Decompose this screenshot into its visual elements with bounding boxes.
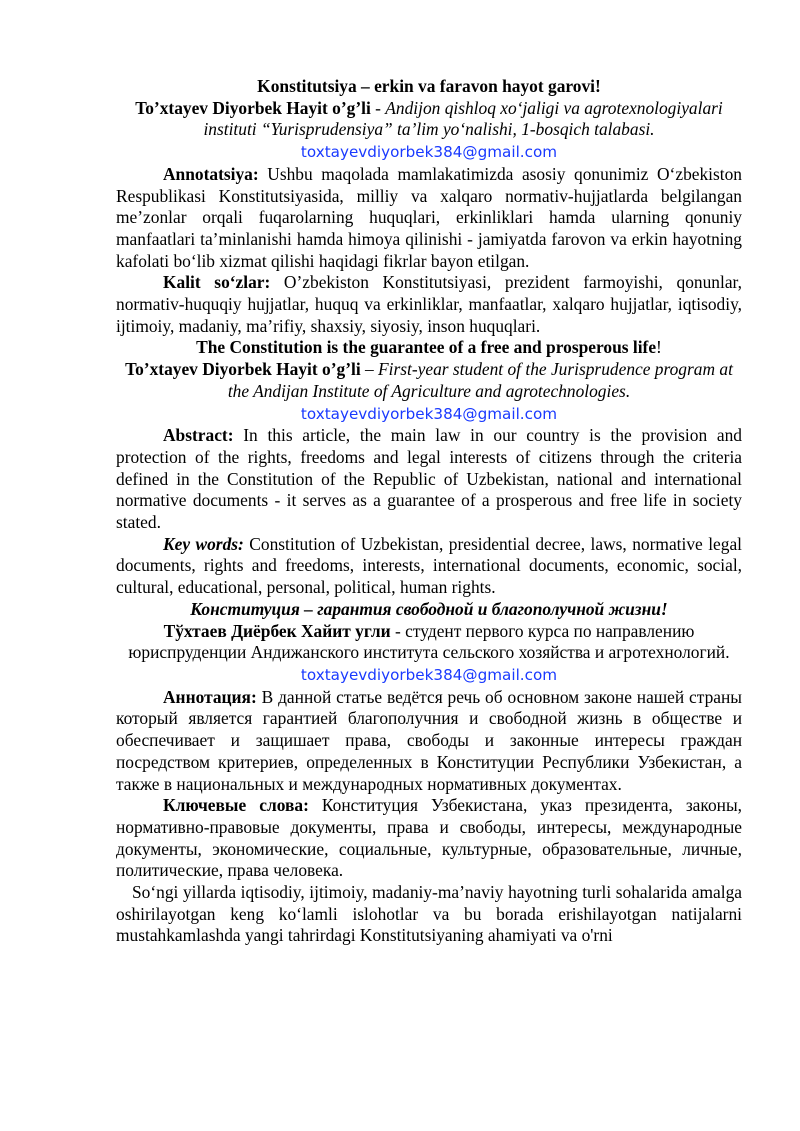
en-keywords <box>116 534 742 599</box>
ru-keywords-text: Конституция Узбекистана, указ президента, законы, нормативно-правовые документы, права и свободы, интересы, международные документы, экономические, социальные, культурные, образовательные, личные, политические, права человека. <box>116 795 743 881</box>
uz-keywords-label: Kalit so‘zlar: <box>163 272 271 293</box>
en-email-link[interactable]: toxtayevdiyorbek384@gmail.com <box>300 404 558 423</box>
uz-author-name: To’xtayev Diyorbek Hayit o’g’li <box>135 97 371 118</box>
uz-email-link[interactable]: toxtayevdiyorbek384@gmail.com <box>300 143 558 162</box>
ru-affiliation: студент первого курса по направлению юриспруденции Андижанского института сельского хозяйства и агротехнологий. <box>128 620 730 663</box>
en-email-line <box>116 403 742 426</box>
en-keywords-label: Key words: <box>163 533 244 554</box>
en-keywords-text: Constitution of Uzbekistan, presidential decree, laws, normative legal documents, rights and freedoms, interests, international documents, economic, social, cultural, educational, personal, political, human rights. <box>116 533 742 598</box>
ru-title: Конституция – гарантия свободной и благополучной жизни! <box>190 598 668 619</box>
en-title-end: ! <box>656 337 662 358</box>
ru-annotation-text: В данной статье ведётся речь об основном законе нашей страны который является гарантией благополучния и свободной жизнь в обществе и обеспечивает и защишает права, свободы и законные интересы граждан посредством критериев, определенных в Конституции Республики Узбекистан, а также в национальных и международных нормативных документах. <box>116 686 742 794</box>
uz-email-line <box>116 141 742 164</box>
ru-title-line <box>116 599 742 621</box>
en-title: The Constitution is the guarantee of a free and prosperous life <box>196 337 657 358</box>
en-abstract-label: Abstract: <box>163 425 234 446</box>
uz-keywords <box>116 272 742 337</box>
ru-annotation-label: Аннотация: <box>163 686 257 707</box>
en-abstract <box>116 425 742 534</box>
uz-author-separator: - <box>370 97 386 118</box>
en-author-separator: – <box>360 359 379 380</box>
uz-affiliation: Andijon qishloq xo‘jaligi va agrotexnologiyalari instituti “Yurisprudensiya” ta’lim yo‘nalishi, 1-bosqich talabasi. <box>203 97 723 140</box>
ru-keywords <box>116 795 742 882</box>
en-affiliation: First-year student of the Jurisprudence program at the Andijan Institute of Agriculture and agrotechnologies. <box>227 359 733 401</box>
ru-keywords-label: Ключевые слова: <box>163 795 309 816</box>
en-author-name: To’xtayev Diyorbek Hayit o’g’li <box>125 359 361 380</box>
ru-annotation <box>116 687 742 796</box>
body-paragraph: So‘ngi yillarda iqtisodiy, ijtimoiy, madaniy-ma’naviy hayotning turli sohalarida amalga oshirilayotgan keng ko‘lamli islohotlar va bu borada erishilayotgan natijalarni mustahkamlashda yangi tahrirdagi Konstitutsiyaning ahamiyati va o'rni <box>116 882 742 946</box>
ru-email-line <box>116 664 742 687</box>
uz-annotation-label: Annotatsiya: <box>163 163 259 184</box>
ru-author-separator: - <box>390 620 406 641</box>
en-abstract-text: In this article, the main law in our country is the provision and protection of the rights, freedoms and legal interests of citizens through the criteria defined in the Constitution of the Republic of Uzbekistan, national and international normative documents - it serves as a guarantee of a prosperous and free life in society stated. <box>116 425 742 533</box>
ru-author-line <box>116 621 742 664</box>
en-author-line <box>116 359 742 402</box>
uz-title: Konstitutsiya – erkin va faravon hayot garovi! <box>257 76 601 96</box>
uz-annotation <box>116 164 742 273</box>
ru-email-link[interactable]: toxtayevdiyorbek384@gmail.com <box>300 665 558 684</box>
en-title-line <box>116 337 742 359</box>
uz-author-line <box>116 98 742 141</box>
uz-annotation-text: Ushbu maqolada mamlakatimizda asosiy qonunimiz O‘zbekiston Respublikasi Konstitutsiyasida, milliy va xalqaro normativ-hujjatlarda belgilangan me’zonlar orqali fuqarolarning huquqlari, erkinliklari hamda ularning qonuniy manfaatlari ta’minlanishi hamda himoya qilinishi - jamiyatda farovon va erkin hayotning kafolati bo‘lib xizmat qilishi haqidagi fikrlar bayon etilgan. <box>116 163 742 271</box>
ru-author-name: Тўхтаев Диёрбек Хайит угли <box>163 620 391 641</box>
uz-keywords-text: O’zbekiston Konstitutsiyasi, prezident farmoyishi, qonunlar, normativ-huquqiy hujjatlar, huquq va erkinliklar, manfaatlar, xalqaro hujjatlar, iqtisodiy, ijtimoiy, madaniy, ma’rifiy, shaxsiy, siyosiy, inson huquqlari. <box>116 272 742 336</box>
